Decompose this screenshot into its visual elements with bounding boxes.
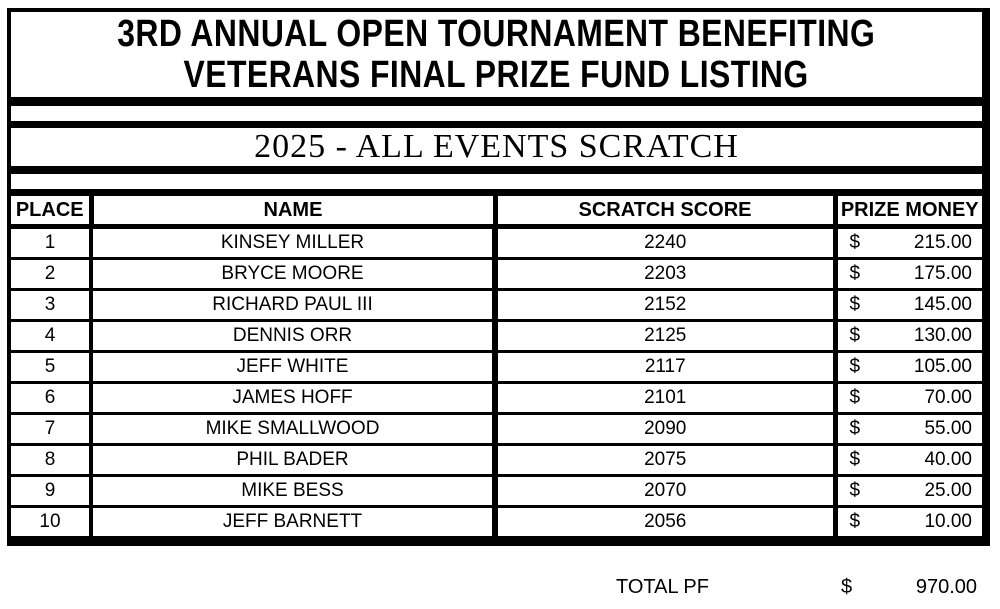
column-header-prize-money: PRIZE MONEY	[835, 193, 982, 227]
prize-table-body	[11, 227, 982, 540]
total-money	[841, 575, 977, 599]
prize-table-header	[11, 193, 982, 227]
place-cell: 7	[11, 414, 91, 445]
prize-amount: 10.00	[924, 511, 972, 532]
name-cell: DENNIS ORR	[91, 321, 495, 352]
column-header-scratch-score: SCRATCH SCORE	[495, 193, 835, 227]
score-cell: 2075	[495, 445, 835, 476]
total-label: TOTAL PF	[616, 576, 709, 598]
place-cell: 10	[11, 507, 91, 540]
table-row	[11, 414, 982, 445]
place-cell: 3	[11, 290, 91, 321]
prize-amount: 145.00	[913, 294, 972, 315]
bordered-document	[7, 8, 990, 546]
column-header-place: PLACE	[11, 193, 91, 227]
table-row	[11, 227, 982, 259]
name-cell: JEFF BARNETT	[91, 507, 495, 540]
event-subtitle: 2025 - ALL EVENTS SCRATCH	[11, 128, 982, 174]
title-banner	[11, 12, 982, 106]
score-cell: 2152	[495, 290, 835, 321]
score-cell: 2090	[495, 414, 835, 445]
table-row	[11, 476, 982, 507]
table-row	[11, 259, 982, 290]
name-cell: JEFF WHITE	[91, 352, 495, 383]
place-cell: 5	[11, 352, 91, 383]
prize-money-wrap	[838, 229, 983, 257]
place-cell: 6	[11, 383, 91, 414]
prize-cell	[835, 476, 982, 507]
name-cell: MIKE BESS	[91, 476, 495, 507]
name-cell: KINSEY MILLER	[91, 227, 495, 259]
currency-symbol: $	[849, 511, 861, 532]
table-row	[11, 507, 982, 540]
currency-symbol: $	[849, 294, 861, 315]
prize-amount: 55.00	[924, 418, 972, 439]
score-cell: 2125	[495, 321, 835, 352]
prize-cell	[835, 414, 982, 445]
table-row	[11, 383, 982, 414]
prize-money-wrap	[838, 477, 983, 505]
prize-cell	[835, 259, 982, 290]
prize-table	[11, 189, 982, 542]
place-cell: 9	[11, 476, 91, 507]
total-amount: 970.00	[915, 576, 977, 598]
table-row	[11, 321, 982, 352]
score-cell: 2203	[495, 259, 835, 290]
prize-cell	[835, 445, 982, 476]
prize-cell	[835, 507, 982, 540]
prize-money-wrap	[838, 508, 983, 536]
score-cell: 2056	[495, 507, 835, 540]
prize-money-wrap	[838, 260, 983, 288]
currency-symbol: $	[849, 232, 861, 253]
prize-cell	[835, 383, 982, 414]
currency-symbol: $	[849, 325, 861, 346]
score-cell: 2240	[495, 227, 835, 259]
prize-cell	[835, 321, 982, 352]
prize-money-wrap	[838, 291, 983, 319]
score-cell: 2117	[495, 352, 835, 383]
prize-amount: 40.00	[924, 449, 972, 470]
spacer-band-2	[11, 174, 982, 189]
currency-symbol: $	[849, 263, 861, 284]
prize-amount: 175.00	[913, 263, 972, 284]
table-row	[11, 352, 982, 383]
score-cell: 2070	[495, 476, 835, 507]
place-cell: 8	[11, 445, 91, 476]
prize-cell	[835, 290, 982, 321]
currency-symbol: $	[849, 449, 861, 470]
table-row	[11, 290, 982, 321]
prize-amount: 215.00	[913, 232, 972, 253]
prize-money-wrap	[838, 322, 983, 350]
prize-amount: 105.00	[913, 356, 972, 377]
currency-symbol: $	[849, 480, 861, 501]
title-line-2: VETERANS FINAL PRIZE FUND LISTING	[183, 53, 810, 96]
currency-symbol: $	[849, 418, 861, 439]
prize-amount: 25.00	[924, 480, 972, 501]
prize-money-wrap	[838, 415, 983, 443]
table-row	[11, 445, 982, 476]
total-currency-symbol: $	[841, 576, 853, 598]
prize-cell	[835, 227, 982, 259]
column-header-name: NAME	[91, 193, 495, 227]
prize-amount: 70.00	[924, 387, 972, 408]
place-cell: 1	[11, 227, 91, 259]
currency-symbol: $	[849, 356, 861, 377]
place-cell: 4	[11, 321, 91, 352]
name-cell: MIKE SMALLWOOD	[91, 414, 495, 445]
score-cell: 2101	[495, 383, 835, 414]
prize-cell	[835, 352, 982, 383]
header-row	[11, 193, 982, 227]
name-cell: PHIL BADER	[91, 445, 495, 476]
prize-money-wrap	[838, 446, 983, 474]
spacer-band-1	[11, 106, 982, 128]
name-cell: RICHARD PAUL III	[91, 290, 495, 321]
prize-money-wrap	[838, 384, 983, 412]
place-cell: 2	[11, 259, 91, 290]
title-line-1: 3RD ANNUAL OPEN TOURNAMENT BENEFITING	[117, 12, 876, 55]
prize-amount: 130.00	[913, 325, 972, 346]
name-cell: BRYCE MOORE	[91, 259, 495, 290]
currency-symbol: $	[849, 387, 861, 408]
prize-money-wrap	[838, 353, 983, 381]
name-cell: JAMES HOFF	[91, 383, 495, 414]
